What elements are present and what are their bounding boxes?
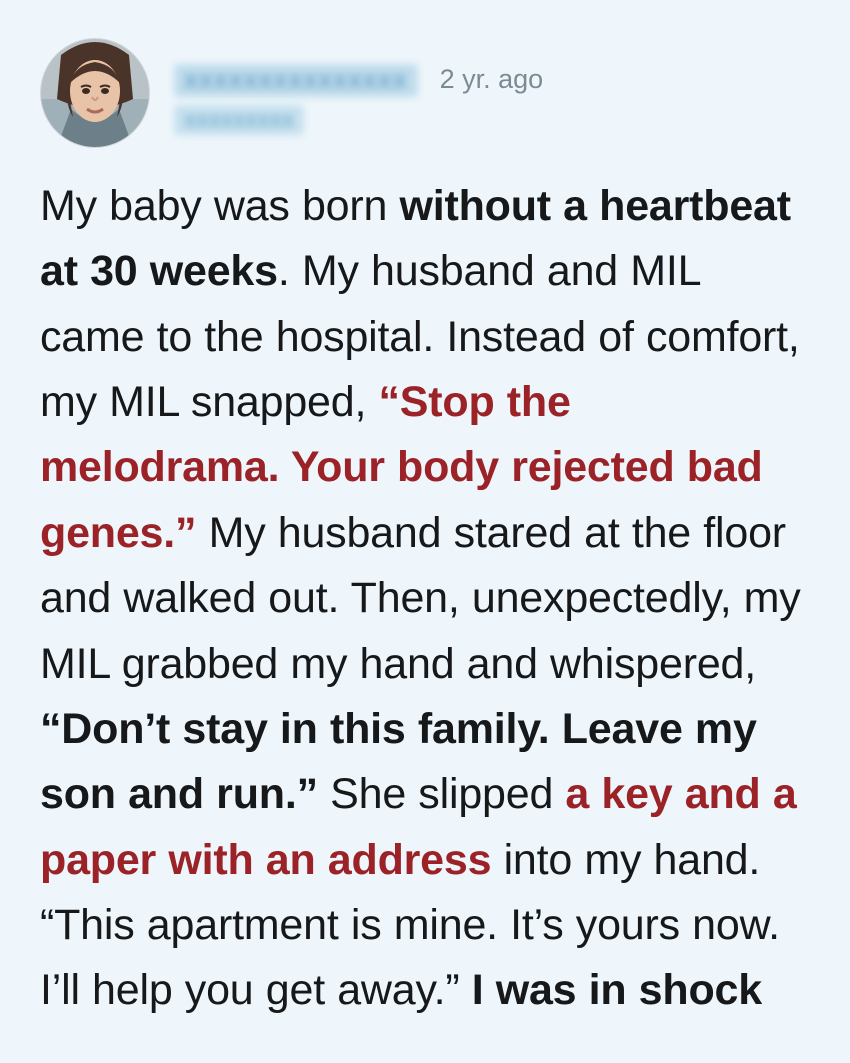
post-timestamp: 2 yr. ago xyxy=(439,64,544,94)
avatar-photo-icon xyxy=(41,39,149,147)
post-body xyxy=(40,174,810,1024)
post-body-segment: . My husband and MIL came to the hospital. Instead of comfort, my MIL snapped, xyxy=(40,247,800,427)
post-header xyxy=(40,38,810,158)
post-body-segment: a key and a paper with an address xyxy=(40,770,797,884)
post-body-segment: without a heartbeat at 30 weeks xyxy=(40,182,791,296)
avatar[interactable] xyxy=(40,38,150,148)
subreddit-redacted[interactable]: xxxxxxxxx xyxy=(174,105,304,135)
post-body-segment: into my hand. “This apartment is mine. It’s yours now. I’ll help you get away.” xyxy=(40,835,780,1015)
post-body-segment: “Don’t stay in this family. Leave my son and run.” xyxy=(40,704,757,819)
post-meta xyxy=(174,38,810,135)
post-body-segment: “Stop the melodrama. Your body rejected bad genes.” xyxy=(40,378,763,557)
post-body-segment: She slipped xyxy=(317,770,566,819)
post-body-segment: My husband stared at the floor and walked out. Then, unexpectedly, my MIL grabbed my hand and whispered, xyxy=(40,508,801,688)
username-redacted[interactable]: xxxxxxxxxxxxxxx xyxy=(174,64,418,97)
post-meta-row xyxy=(174,64,810,97)
post-body-segment: I was in shock xyxy=(471,966,762,1015)
post-body-segment: My baby was born xyxy=(40,182,400,230)
